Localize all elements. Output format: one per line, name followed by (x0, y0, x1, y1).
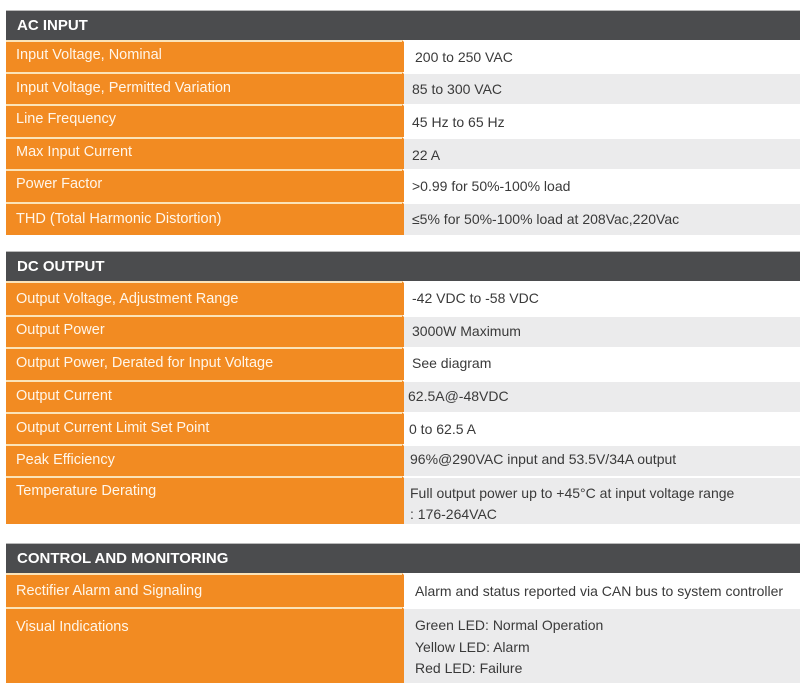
row-value: 3000W Maximum (402, 315, 800, 347)
table-row (6, 72, 800, 104)
row-label: Output Power, Derated for Input Voltage (6, 347, 402, 380)
row-value: Full output power up to +45°C at input voltage range : 176-264VAC (402, 476, 800, 524)
row-label: Peak Efficiency (6, 444, 402, 476)
row-label: Visual Indications (6, 607, 402, 683)
table-row (6, 315, 800, 347)
row-label: Temperature Derating (6, 476, 402, 524)
section-ac-input (6, 10, 800, 235)
row-label: Max Input Current (6, 137, 402, 169)
row-value: See diagram (402, 347, 800, 380)
row-label: Input Voltage, Nominal (6, 40, 402, 72)
led-yellow-status: Yellow LED: Alarm (415, 638, 530, 655)
table-row (6, 40, 800, 72)
row-label: Line Frequency (6, 104, 402, 137)
row-value: 62.5A@-48VDC (402, 380, 800, 412)
section-control-monitoring (6, 543, 800, 683)
led-green-status: Green LED: Normal Operation (415, 617, 604, 633)
section-header: AC INPUT (6, 10, 800, 40)
row-label: Power Factor (6, 169, 402, 202)
row-value: 45 Hz to 65 Hz (402, 104, 800, 137)
row-value: 96%@290VAC input and 53.5V/34A output (402, 444, 800, 476)
row-label: Output Voltage, Adjustment Range (6, 281, 402, 315)
table-row (6, 607, 800, 683)
row-value: ≤5% for 50%-100% load at 208Vac,220Vac (402, 202, 800, 235)
table-row (6, 281, 800, 315)
row-value: 85 to 300 VAC (402, 72, 800, 104)
table-row (6, 347, 800, 380)
section-dc-output (6, 251, 800, 524)
table-row (6, 412, 800, 444)
row-label: Input Voltage, Permitted Variation (6, 72, 402, 104)
table-row (6, 202, 800, 235)
row-value: -42 VDC to -58 VDC (402, 281, 800, 315)
row-label: Output Current Limit Set Point (6, 412, 402, 444)
table-row (6, 476, 800, 524)
table-row (6, 573, 800, 607)
table-row (6, 104, 800, 137)
row-label: Rectifier Alarm and Signaling (6, 573, 402, 607)
row-label: THD (Total Harmonic Distortion) (6, 202, 402, 235)
row-value: 200 to 250 VAC (402, 40, 800, 72)
table-row (6, 169, 800, 202)
row-label: Output Current (6, 380, 402, 412)
row-value: 22 A (402, 137, 800, 169)
table-row (6, 444, 800, 476)
section-header: DC OUTPUT (6, 251, 800, 281)
row-value: 0 to 62.5 A (402, 412, 800, 444)
table-row (6, 137, 800, 169)
section-header: CONTROL AND MONITORING (6, 543, 800, 573)
row-label: Output Power (6, 315, 402, 347)
table-row (6, 380, 800, 412)
row-value (402, 607, 800, 683)
led-red-status: Red LED: Failure (415, 660, 523, 676)
row-value: >0.99 for 50%-100% load (402, 169, 800, 202)
row-value: Alarm and status reported via CAN bus to system controller (402, 573, 800, 607)
